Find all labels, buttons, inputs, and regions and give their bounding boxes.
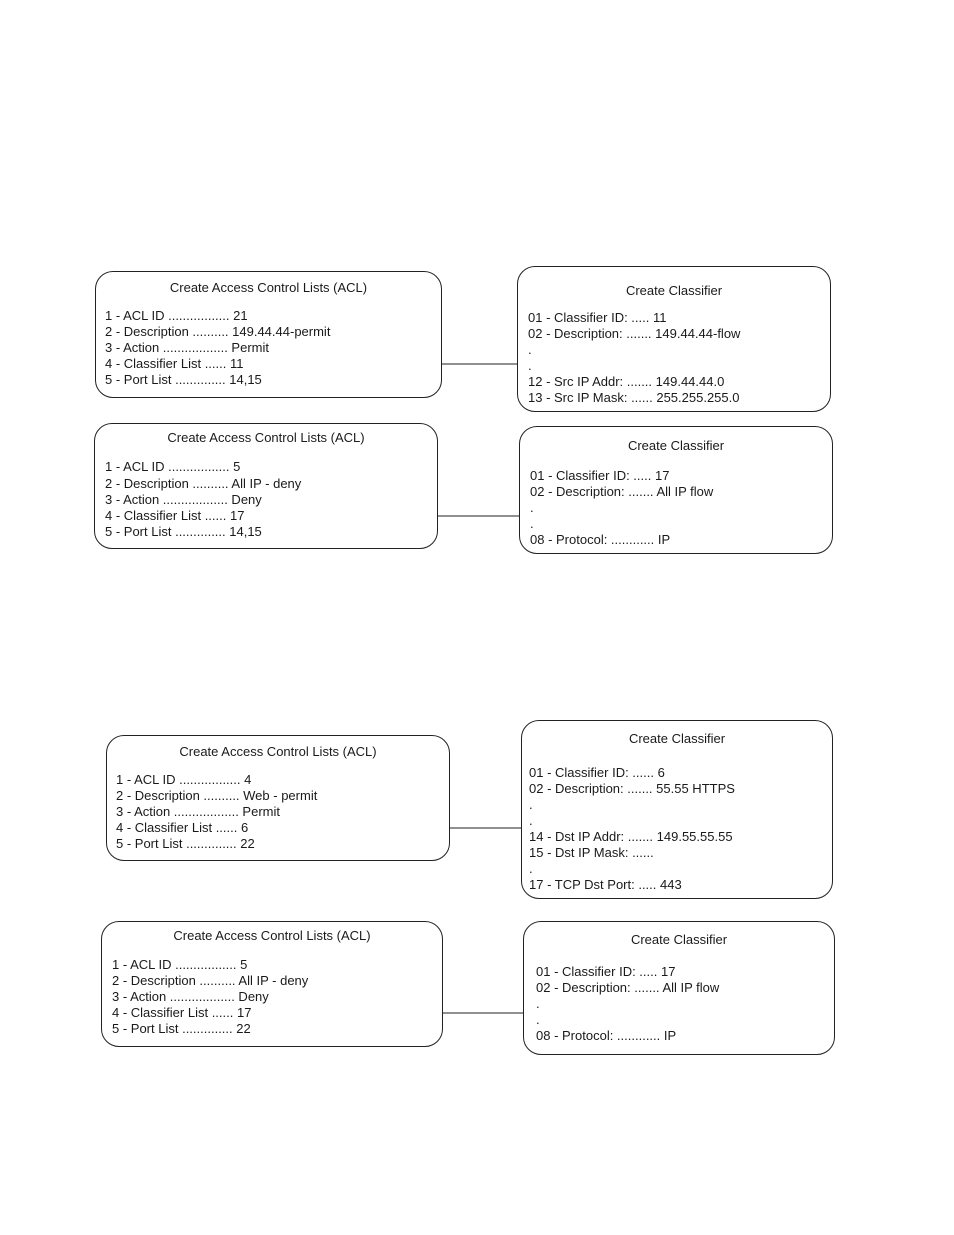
classifier-box bbox=[521, 720, 833, 899]
classifier-line: . bbox=[528, 358, 532, 373]
classifier-line: 15 - Dst IP Mask: ...... bbox=[529, 845, 654, 860]
classifier-line: 02 - Description: ....... All IP flow bbox=[530, 484, 714, 499]
classifier-line: . bbox=[528, 342, 532, 357]
acl-line: 2 - Description .......... All IP - deny bbox=[112, 973, 309, 988]
acl-line: 4 - Classifier List ...... 11 bbox=[105, 356, 244, 371]
acl-line: 1 - ACL ID ................. 5 bbox=[105, 459, 241, 474]
acl-line: 3 - Action .................. Permit bbox=[105, 340, 269, 355]
acl-line: 5 - Port List .............. 22 bbox=[116, 836, 255, 851]
classifier-box bbox=[519, 426, 833, 554]
acl-line: 5 - Port List .............. 22 bbox=[112, 1021, 251, 1036]
classifier-line: . bbox=[529, 861, 533, 876]
acl-line: 4 - Classifier List ...... 6 bbox=[116, 820, 249, 835]
acl-line: 5 - Port List .............. 14,15 bbox=[105, 372, 262, 387]
classifier-line: 08 - Protocol: ............ IP bbox=[536, 1028, 677, 1043]
acl-box-title: Create Access Control Lists (ACL) bbox=[173, 928, 371, 943]
classifier-line: 13 - Src IP Mask: ...... 255.255.255.0 bbox=[528, 390, 740, 405]
classifier-line: 14 - Dst IP Addr: ....... 149.55.55.55 bbox=[529, 829, 733, 844]
classifier-line: 17 - TCP Dst Port: ..... 443 bbox=[529, 877, 682, 892]
acl-line: 1 - ACL ID ................. 21 bbox=[105, 308, 248, 323]
acl-line: 3 - Action .................. Deny bbox=[105, 492, 262, 507]
classifier-line: 02 - Description: ....... All IP flow bbox=[536, 980, 720, 995]
classifier-line: . bbox=[529, 813, 533, 828]
acl-box bbox=[106, 735, 450, 861]
classifier-line: . bbox=[536, 1012, 540, 1027]
acl-line: 2 - Description .......... 149.44.44-permit bbox=[105, 324, 331, 339]
acl-box bbox=[101, 921, 443, 1047]
classifier-line: 01 - Classifier ID: ..... 17 bbox=[530, 468, 670, 483]
acl-line: 2 - Description .......... Web - permit bbox=[116, 788, 318, 803]
classifier-box-title: Create Classifier bbox=[627, 438, 725, 453]
classifier-line: 12 - Src IP Addr: ....... 149.44.44.0 bbox=[528, 374, 725, 389]
acl-box-title: Create Access Control Lists (ACL) bbox=[167, 430, 365, 445]
classifier-line: 01 - Classifier ID: ..... 11 bbox=[528, 310, 667, 325]
classifier-line: 08 - Protocol: ............ IP bbox=[530, 532, 671, 547]
classifier-line: 02 - Description: ....... 149.44.44-flow bbox=[528, 326, 741, 341]
classifier-box-title: Create Classifier bbox=[630, 932, 728, 947]
classifier-line: 01 - Classifier ID: ..... 17 bbox=[536, 964, 676, 979]
classifier-box-title: Create Classifier bbox=[628, 731, 726, 746]
acl-line: 2 - Description .......... All IP - deny bbox=[105, 476, 302, 491]
classifier-line: 02 - Description: ....... 55.55 HTTPS bbox=[529, 781, 735, 796]
classifier-box-title: Create Classifier bbox=[625, 283, 723, 298]
acl-box-title: Create Access Control Lists (ACL) bbox=[179, 744, 377, 759]
acl-line: 3 - Action .................. Deny bbox=[112, 989, 269, 1004]
classifier-line: . bbox=[536, 996, 540, 1011]
acl-line: 1 - ACL ID ................. 4 bbox=[116, 772, 252, 787]
classifier-line: 01 - Classifier ID: ...... 6 bbox=[529, 765, 665, 780]
acl-box bbox=[94, 423, 438, 549]
classifier-line: . bbox=[530, 500, 534, 515]
classifier-box bbox=[517, 266, 831, 412]
classifier-line: . bbox=[530, 516, 534, 531]
acl-line: 1 - ACL ID ................. 5 bbox=[112, 957, 248, 972]
acl-box-title: Create Access Control Lists (ACL) bbox=[169, 280, 368, 295]
acl-box bbox=[95, 271, 442, 398]
classifier-line: . bbox=[529, 797, 533, 812]
acl-line: 4 - Classifier List ...... 17 bbox=[105, 508, 245, 523]
acl-line: 5 - Port List .............. 14,15 bbox=[105, 524, 262, 539]
classifier-box bbox=[523, 921, 835, 1055]
acl-line: 4 - Classifier List ...... 17 bbox=[112, 1005, 252, 1020]
acl-line: 3 - Action .................. Permit bbox=[116, 804, 280, 819]
